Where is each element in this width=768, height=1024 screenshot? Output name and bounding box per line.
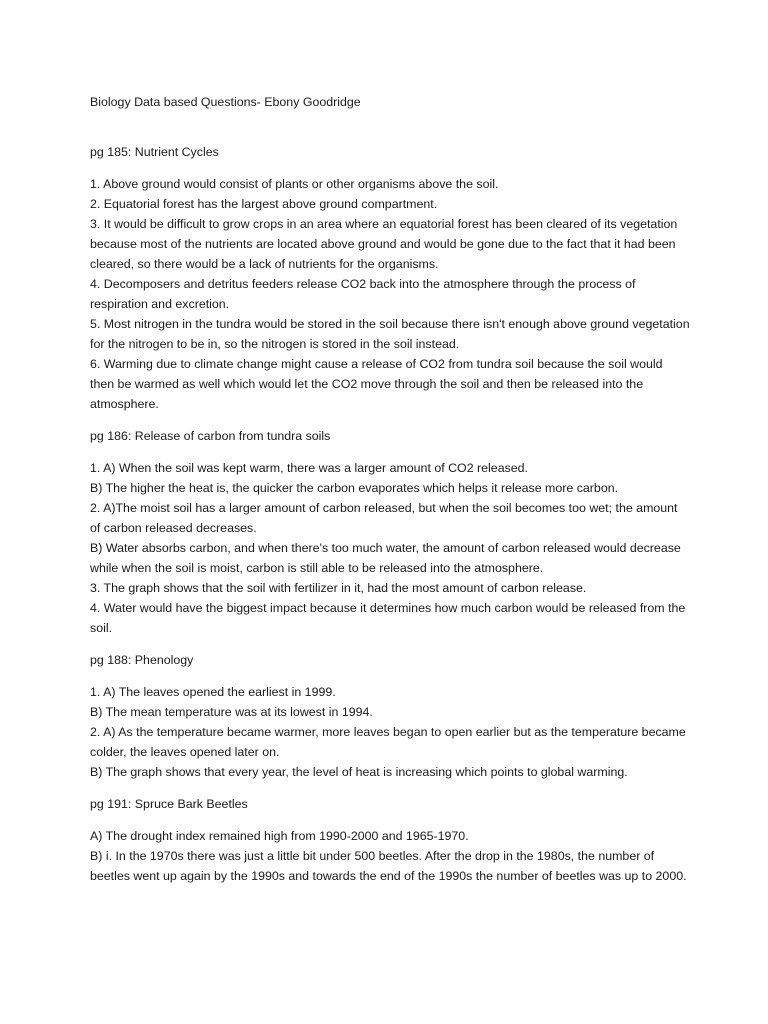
answer-line: A) The drought index remained high from 1990-2000 and 1965-1970.: [90, 829, 469, 843]
answer-line: 6. Warming due to climate change might cause a release of CO2 from tundra soil because the soil would then be warmed as well which would let the CO2 move through the soil and then be released into the atmosphere.: [90, 357, 663, 411]
answer-line: 5. Most nitrogen in the tundra would be stored in the soil because there isn't enough above ground vegetation for the nitrogen to be in, so the nitrogen is stored in the soil instead.: [90, 317, 690, 351]
section-body-spruce-bark-beetles: [90, 826, 690, 886]
answer-line: B) Water absorbs carbon, and when there's too much water, the amount of carbon released would decrease while when the soil is moist, carbon is still able to be released into the atmosphere.: [90, 541, 681, 575]
answer-line: 4. Water would have the biggest impact because it determines how much carbon would be released from the soil.: [90, 601, 686, 635]
answer-line: 2. A) As the temperature became warmer, more leaves began to open earlier but as the temperature became colder, the leaves opened later on.: [90, 725, 686, 759]
document-page: [90, 92, 690, 898]
answer-line: 3. The graph shows that the soil with fertilizer in it, had the most amount of carbon release.: [90, 581, 587, 595]
section-body-nutrient-cycles: [90, 174, 690, 414]
answer-line: B) The graph shows that every year, the level of heat is increasing which points to global warming.: [90, 765, 628, 779]
answer-line: 1. A) The leaves opened the earliest in 1999.: [90, 685, 336, 699]
answer-line: 4. Decomposers and detritus feeders release CO2 back into the atmosphere through the process of respiration and excretion.: [90, 277, 636, 311]
section-heading-tundra-carbon: pg 186: Release of carbon from tundra soils: [90, 429, 331, 443]
section-heading-nutrient-cycles: pg 185: Nutrient Cycles: [90, 145, 219, 159]
section-heading-spruce-bark-beetles: pg 191: Spruce Bark Beetles: [90, 797, 248, 811]
answer-line: B) The higher the heat is, the quicker the carbon evaporates which helps it release more carbon.: [90, 481, 619, 495]
answer-line: B) i. In the 1970s there was just a little bit under 500 beetles. After the drop in the 1980s, the number of beetles went up again by the 1990s and towards the end of the 1990s the number of beetles was up to 2000.: [90, 849, 687, 883]
section-heading-phenology: pg 188: Phenology: [90, 653, 194, 667]
answer-line: B) The mean temperature was at its lowest in 1994.: [90, 705, 373, 719]
answer-line: 1. A) When the soil was kept warm, there was a larger amount of CO2 released.: [90, 461, 529, 475]
answer-line: 2. Equatorial forest has the largest above ground compartment.: [90, 197, 438, 211]
section-body-phenology: [90, 682, 690, 782]
answer-line: 1. Above ground would consist of plants or other organisms above the soil.: [90, 177, 499, 191]
answer-line: 3. It would be difficult to grow crops in an area where an equatorial forest has been cleared of its vegetation because most of the nutrients are located above ground and would be gone due to the fact that it had been cleared, so there would be a lack of nutrients for the organisms.: [90, 217, 678, 271]
answer-line: 2. A)The moist soil has a larger amount of carbon released, but when the soil becomes too wet; the amount of carbon released decreases.: [90, 501, 678, 535]
document-title: Biology Data based Questions- Ebony Goodridge: [90, 95, 361, 109]
section-body-tundra-carbon: [90, 458, 690, 638]
